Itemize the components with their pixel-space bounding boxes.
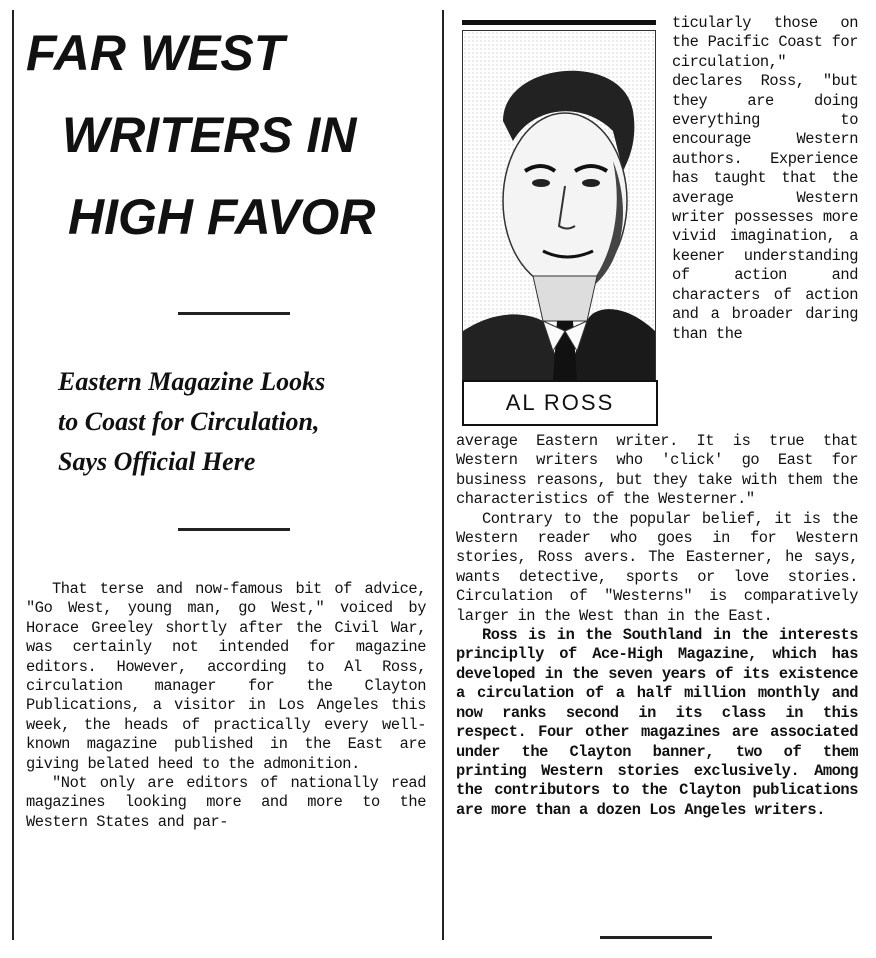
portrait-illustration-icon — [463, 31, 655, 381]
subhead-line-1: Eastern Magazine Looks — [58, 367, 326, 396]
paragraph: "Not only are editors of nationally read magazines looking more and more to the Western States and par- — [26, 774, 426, 831]
subhead-line-2: to Coast for Circulation, — [58, 407, 320, 436]
paragraph: Ross is in the Southland in the interests principlly of Ace-High Magazine, which has developed in the seven years of its existence a circulation of a half million monthly and now ranks second in its class in this respect. Four other magazines are associated under the Clayton banner, two of them printing Western stories exclusively. Among the contributors to the Clayton publications are more than a dozen Los Angeles writers. — [456, 626, 858, 819]
headline-line-3: HIGH FAVOR — [68, 189, 376, 245]
left-column-rule — [12, 10, 14, 940]
paragraph: That terse and now-famous bit of advice, "Go West, young man, go West," voiced by Horace Greeley shortly after the Civil War, was certainly not intended for magazine editors. However, according to Al Ross, circulation manager for the Clayton Publications, a visitor in Los Angeles this week, the heads of practically every well-known magazine published in the East are giving belated heed to the admonition. — [26, 580, 426, 773]
paragraph: average Eastern writer. It is true that Western writers who 'click' go East for business reasons, but they take with them the characteristics of the Westerner." — [456, 432, 858, 509]
portrait-photo — [462, 20, 656, 414]
headline — [22, 25, 432, 274]
center-column-rule — [442, 10, 444, 940]
photo-top-rule — [462, 20, 656, 25]
subhead — [58, 362, 430, 482]
portrait-image — [462, 30, 656, 382]
paragraph: Contrary to the popular belief, it is the Western reader who goes in for Western stories, Ross avers. The Easterner, he says, wants detective, sports or love stories. Circulation of "Westerns" is comparatively larger in the West than in the East. — [456, 509, 858, 625]
end-divider — [600, 936, 712, 939]
column-1-text — [26, 580, 426, 832]
subhead-line-3: Says Official Here — [58, 447, 256, 476]
headline-line-2: WRITERS IN — [62, 107, 357, 163]
subhead-divider — [178, 528, 290, 531]
headline-divider — [178, 312, 290, 315]
column-2-text — [456, 432, 858, 820]
photo-caption: AL ROSS — [462, 380, 658, 426]
column-2-top-text: ticularly those on the Pacific Coast for circulation," declares Ross, "but they are doing everything to encourage Western authors. Experience has taught that the average Western writer possesses more vivid imagination, a keener understanding of action and characters of action and a broader daring than the — [672, 14, 858, 343]
headline-line-1: FAR WEST — [26, 25, 285, 81]
